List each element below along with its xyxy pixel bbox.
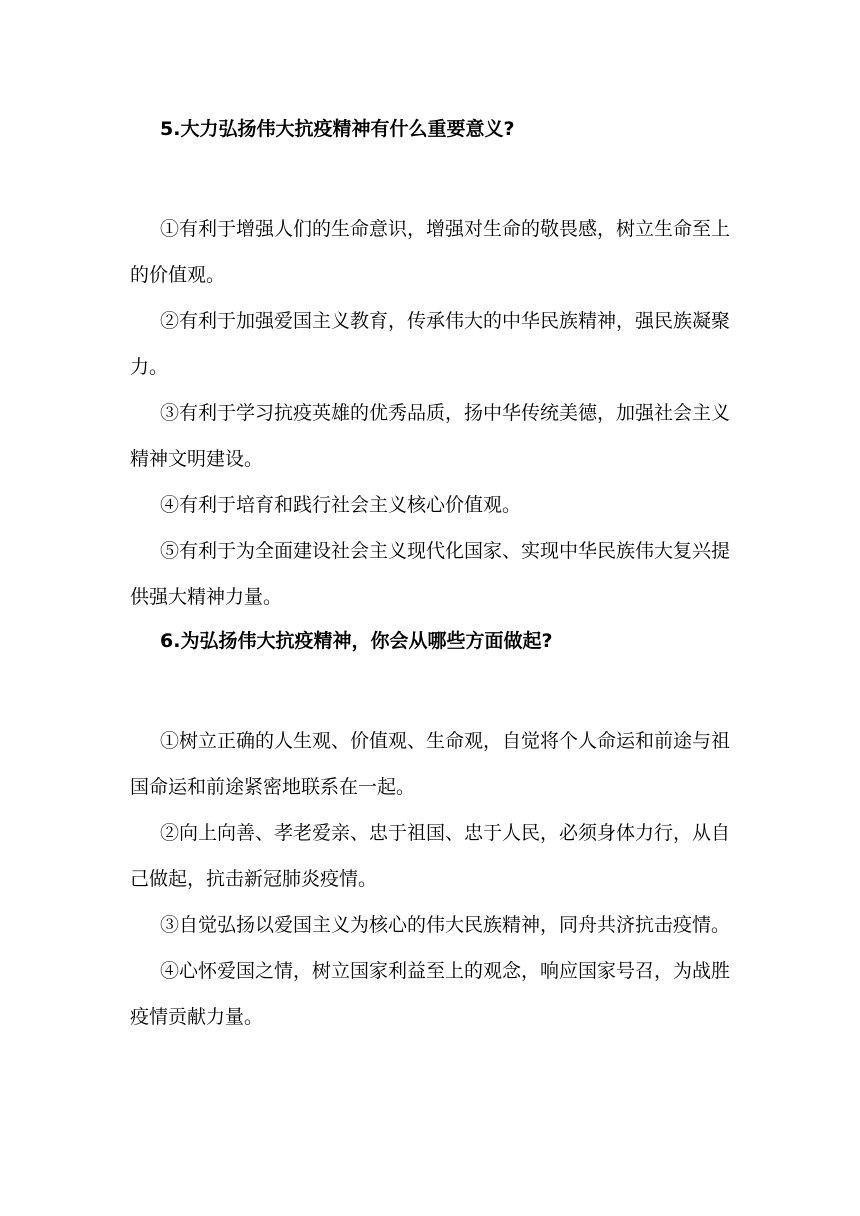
section-5-significance (130, 116, 730, 620)
section-6-actions (130, 628, 730, 1040)
answer-item: ④心怀爱国之情，树立国家利益至上的观念，响应国家号召，为战胜疫情贡献力量。 (130, 960, 731, 1028)
section-heading: 5.大力弘扬伟大抗疫精神有什么重要意义? (160, 118, 515, 140)
answer-item: ②向上向善、孝老爱亲、忠于祖国、忠于人民，必须身体力行，从自己做起，抗击新冠肺炎疫情。 (130, 822, 731, 890)
answer-item: ③有利于学习抗疫英雄的优秀品质，扬中华传统美德，加强社会主义精神文明建设。 (130, 402, 731, 470)
answer-item: ⑤有利于为全面建设社会主义现代化国家、实现中华民族伟大复兴提供强大精神力量。 (130, 540, 731, 608)
answer-item: ①有利于增强人们的生命意识，增强对生命的敬畏感，树立生命至上的价值观。 (130, 218, 731, 286)
answer-list (130, 206, 730, 620)
answer-item: ②有利于加强爱国主义教育，传承伟大的中华民族精神，强民族凝聚力。 (130, 310, 731, 378)
answer-list (130, 718, 730, 1040)
answer-item: ④有利于培育和践行社会主义核心价值观。 (160, 494, 522, 516)
answer-item: ③自觉弘扬以爱国主义为核心的伟大民族精神，同舟共济抗击疫情。 (160, 914, 731, 936)
answer-item: ①树立正确的人生观、价值观、生命观，自觉将个人命运和前途与祖国命运和前途紧密地联系在一起。 (130, 730, 731, 798)
section-heading: 6.为弘扬伟大抗疫精神，你会从哪些方面做起? (160, 630, 553, 652)
